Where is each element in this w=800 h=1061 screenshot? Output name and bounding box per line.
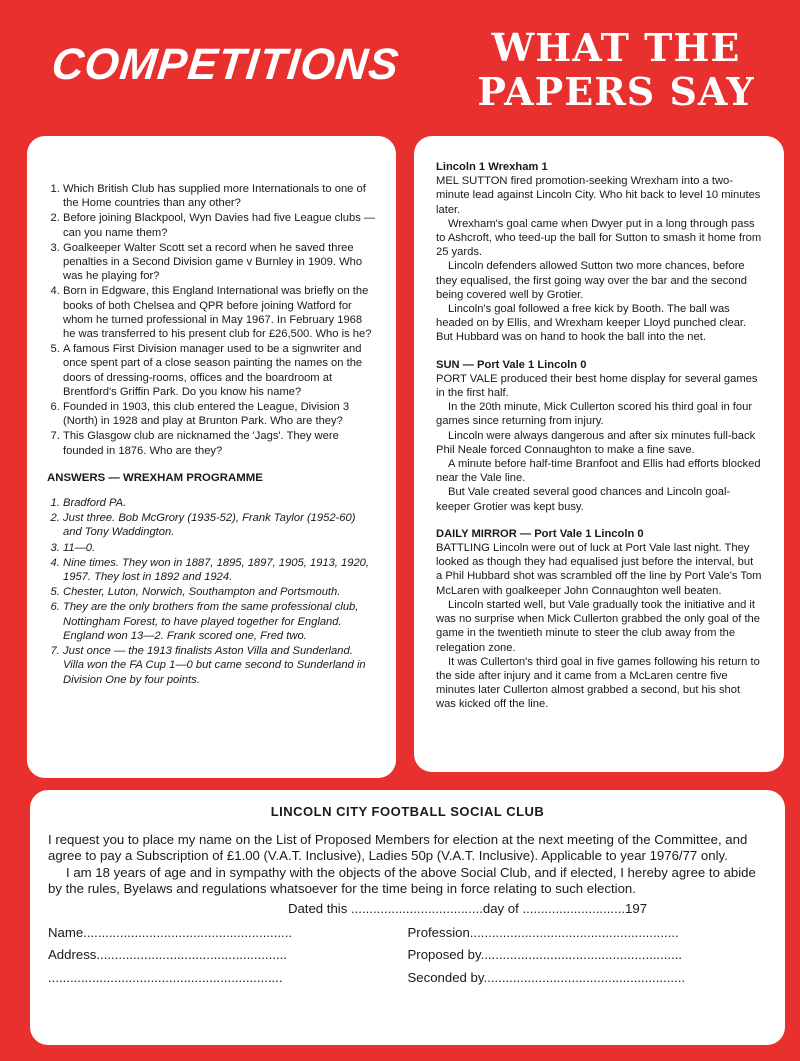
question-item: 1. Which British Club has supplied more Internationals to one of the Home countries than any other? <box>63 182 376 210</box>
papers-panel <box>414 136 784 772</box>
address-field-line2[interactable]: ................................................................ <box>48 969 283 985</box>
form-fields <box>48 925 767 992</box>
report-paragraph: Lincoln's goal followed a free kick by Booth. The ball was headed on by Ellis, and Wrexham keeper Lloyd punched clear. But Hubbard was on hand to hook the ball into the net. <box>436 303 747 344</box>
profession-field[interactable]: Profession......................................................... <box>407 925 679 941</box>
answer-item: 2. Just three. Bob McGrory (1935-52), Frank Taylor (1952-60) and Tony Waddington. <box>63 511 376 539</box>
answer-item: 4. Nine times. They won in 1887, 1895, 1897, 1905, 1913, 1920, 1957. They lost in 1892 and 1924. <box>63 556 376 584</box>
report-paragraph: Lincoln were always dangerous and after six minutes full-back Phil Neale forced Connaughton to make a fine save. <box>436 429 756 456</box>
form-col-left <box>48 925 408 992</box>
report-paragraph: Lincoln defenders allowed Sutton two more chances, before they equalised, the first going way over the bar and the second being covered well by Grotier. <box>436 260 747 301</box>
report-paragraph: In the 20th minute, Mick Cullerton scored his third goal in four games since returning from injury. <box>436 401 753 428</box>
question-item: 2. Before joining Blackpool, Wyn Davies had five League clubs — can you name them? <box>63 211 376 239</box>
social-club-form <box>30 790 785 1045</box>
report-headline: SUN — Port Vale 1 Lincoln 0 <box>436 358 587 371</box>
report-paragraph: It was Cullerton's third goal in five games following his return to the side after injury and it came from a McLaren centre five minutes later Cullerton almost grabbed a second, but his shot was kicked off the line. <box>436 655 760 711</box>
report-sun <box>436 358 762 514</box>
papers-heading-line2: PAPERS SAY <box>477 69 755 114</box>
competitions-heading: COMPETITIONS <box>49 40 402 89</box>
question-item: 7. This Glasgow club are nicknamed the 'Jags'. They were founded in 1876. Who are they? <box>63 429 376 457</box>
competitions-panel <box>27 136 396 778</box>
report-lincoln-wrexham <box>436 160 762 345</box>
question-item: 6. Founded in 1903, this club entered the League, Division 3 (North) in 1928 and play at Brunton Park. Who are they? <box>63 400 376 428</box>
report-paragraph: Wrexham's goal came when Dwyer put in a long through pass to Ashcroft, who teed-up the ball for Sutton to smash it home from 25 yards. <box>436 217 762 259</box>
report-headline: DAILY MIRROR — Port Vale 1 Lincoln 0 <box>436 527 644 540</box>
answer-item: 3. 11—0. <box>63 541 376 555</box>
report-paragraph: BATTLING Lincoln were out of luck at Port Vale last night. They looked as though they had equalised just before the interval, but a Phil Hubbard shot was scrambled off the line by Port Vale's Tom McLaren with goalkeeper John Connaughton well beaten. <box>436 542 762 597</box>
report-headline: Lincoln 1 Wrexham 1 <box>436 161 548 173</box>
address-field[interactable]: Address.................................................... <box>48 947 287 963</box>
report-paragraph: MEL SUTTON fired promotion-seeking Wrexham into a two-minute lead against Lincoln City. Who hit back to level 10 minutes later. <box>436 175 761 216</box>
answer-item: 6. They are the only brothers from the same professional club, Nottingham Forest, to have played together for England. England won 13—2. Frank scored one, Fred two. <box>63 600 376 643</box>
report-paragraph: PORT VALE produced their best home display for several games in the first half. <box>436 372 758 400</box>
answer-item: 5. Chester, Luton, Norwich, Southampton and Portsmouth. <box>63 585 376 599</box>
papers-heading <box>446 26 786 114</box>
club-form-title: LINCOLN CITY FOOTBALL SOCIAL CLUB <box>270 804 545 819</box>
papers-heading-line1: WHAT THE <box>491 25 741 70</box>
question-item: 3. Goalkeeper Walter Scott set a record when he saved three penalties in a Second Division game v Burnley in 1909. Who was he playing for? <box>63 241 376 284</box>
club-declaration-text: I am 18 years of age and in sympathy with the objects of the above Social Club, and if elected, I hereby agree to abide by the rules, Byelaws and regulations whatsoever for the time being in force relating to such election. <box>48 864 756 896</box>
report-daily-mirror <box>436 527 762 712</box>
answers-heading: ANSWERS — WREXHAM PROGRAMME <box>47 471 263 484</box>
form-col-right <box>408 925 768 992</box>
question-item: 4. Born in Edgware, this England International was briefly on the books of both Chelsea and QPR before joining Watford for whom he turned professional in May 1967. In February 1968 he was transferred to his present club for £26,500. Who is he? <box>63 284 376 341</box>
proposed-by-field[interactable]: Proposed by....................................................... <box>407 947 683 963</box>
report-paragraph: Lincoln started well, but Vale gradually took the initiative and it was no surprise when Mick Cullerton grabbed the only goal of the game in the twentieth minute to steer the club away from the relegation zone. <box>436 598 760 654</box>
club-request-text: I request you to place my name on the List of Proposed Members for election at the next meeting of the Committee, and agree to pay a Subscription of £1.00 (V.A.T. Inclusive), Ladies 50p (V.A.T. Inclusive). Applicable to year 1976/77 only. <box>48 832 748 864</box>
name-field[interactable]: Name......................................................... <box>48 925 293 941</box>
answer-item: 1. Bradford PA. <box>63 496 376 510</box>
report-paragraph: A minute before half-time Branfoot and Ellis had efforts blocked near the Vale line. <box>436 458 761 485</box>
questions-list <box>47 182 376 458</box>
report-paragraph: But Vale created several good chances and Lincoln goal-keeper Grotier was kept busy. <box>436 486 731 513</box>
seconded-by-field[interactable]: Seconded by....................................................... <box>407 969 686 985</box>
answers-list <box>47 496 376 687</box>
dated-field[interactable]: Dated this ....................................day of ............................197 <box>287 901 648 917</box>
answer-item: 7. Just once — the 1913 finalists Aston Villa and Sunderland. Villa won the FA Cup 1—0 but came second to Sunderland in Division One by four points. <box>63 644 376 687</box>
question-item: 5. A famous First Division manager used to be a signwriter and once spent part of a close season painting the names on the doors of dressing-rooms, offices and the boardroom at Brentford's Griffin Park. Do you know his name? <box>63 342 376 399</box>
